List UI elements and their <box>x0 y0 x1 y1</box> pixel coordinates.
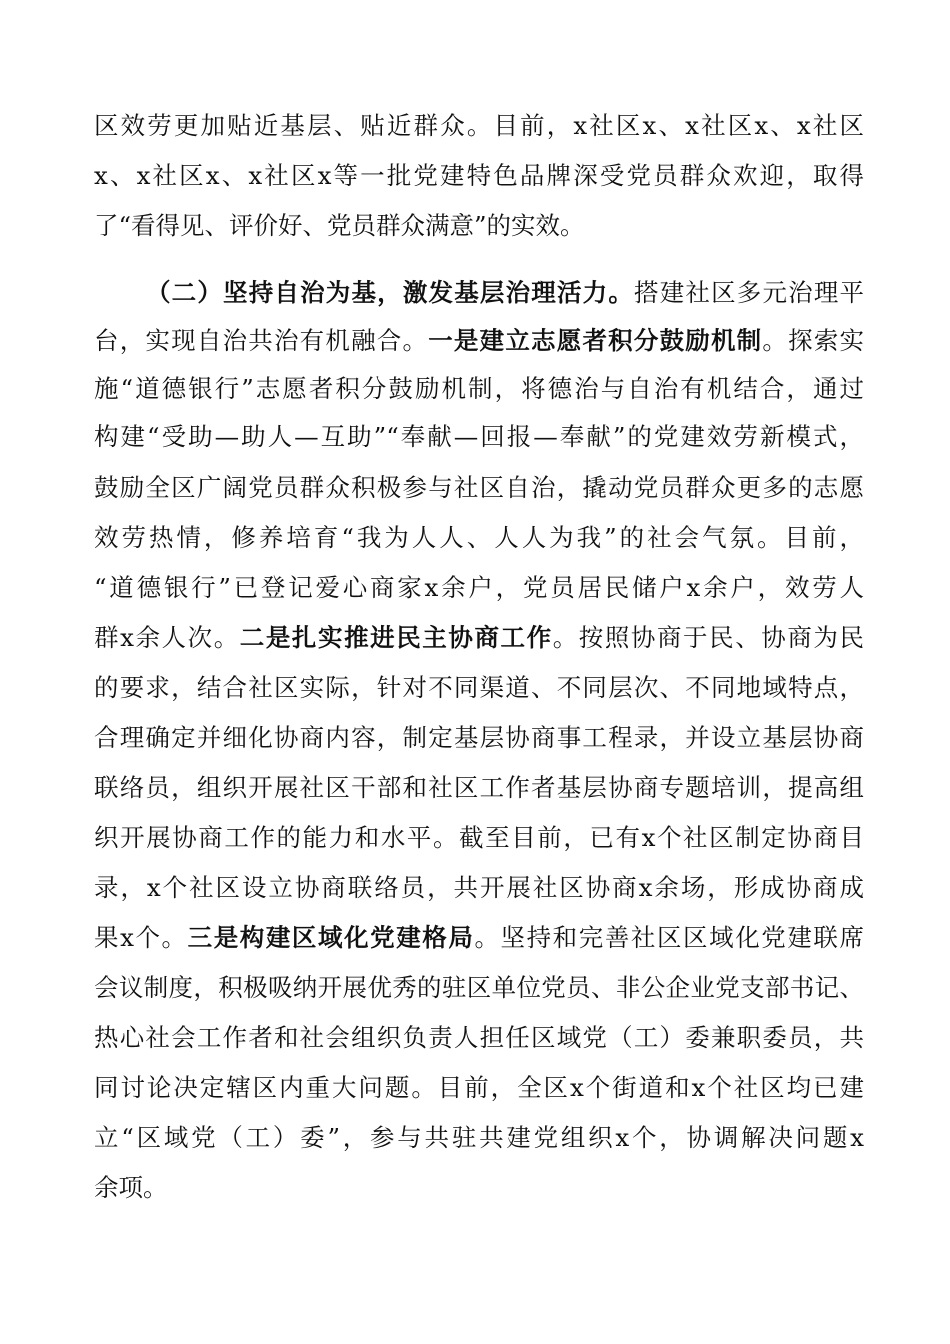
point-heading-1: 一是建立志愿者积分鼓励机制 <box>428 326 763 355</box>
text-line-7 <box>94 417 864 457</box>
text-line-21 <box>94 1118 864 1158</box>
text-segment: 了“看得见、评价好、党员群众满意”的实效。 <box>94 211 585 240</box>
text-line-20 <box>94 1068 864 1108</box>
text-line-5 <box>94 321 864 361</box>
text-line-3 <box>94 206 864 246</box>
text-segment: 合理确定并细化协商内容，制定基层协商事工程录，并设立基层协商 <box>94 723 864 752</box>
text-segment: 效劳热情，修养培育“我为人人、人人为我”的社会气氛。目前， <box>94 523 864 552</box>
text-line-13 <box>94 718 864 758</box>
text-segment: 的要求，结合社区实际，针对不同渠道、不同层次、不同地域特点， <box>94 673 864 702</box>
text-segment: x、x社区x、x社区x等一批党建特色品牌深受党员群众欢迎，取得 <box>94 161 864 190</box>
text-segment: 织开展协商工作的能力和水平。截至目前，已有x个社区制定协商目 <box>94 823 864 852</box>
text-segment: 构建“受助—助人—互助”“奉献—回报—奉献”的党建效劳新模式， <box>94 422 864 451</box>
point-heading-3: 三是构建区域化党建格局 <box>187 923 475 952</box>
text-segment: 立“区域党（工）委”，参与共驻共建党组织x个，协调解决问题x <box>94 1123 864 1152</box>
point-heading-2: 二是扎实推进民主协商工作 <box>239 623 553 652</box>
text-line-11 <box>94 618 864 658</box>
text-line-6 <box>94 369 864 409</box>
text-line-8 <box>94 468 864 508</box>
text-segment: 会议制度，积极吸纳开展优秀的驻区单位党员、非公企业党支部书记、 <box>94 973 864 1002</box>
text-segment: 台，实现自治共治有机融合。 <box>94 326 429 355</box>
text-line-2 <box>94 156 864 196</box>
text-line-14 <box>94 768 864 808</box>
text-segment: 热心社会工作者和社会组织负责人担任区域党（工）委兼职委员，共 <box>94 1023 864 1052</box>
text-line-16 <box>94 868 864 908</box>
text-segment: “道德银行”已登记爱心商家x余户，党员居民储户x余户，效劳人 <box>94 573 864 602</box>
text-line-22 <box>94 1168 864 1208</box>
section-heading-line <box>146 273 864 313</box>
text-line-10 <box>94 568 864 608</box>
text-line-15 <box>94 818 864 858</box>
text-segment: 。坚持和完善社区区域化党建联席 <box>474 923 864 952</box>
text-segment: 区效劳更加贴近基层、贴近群众。目前，x社区x、x社区x、x社区 <box>94 111 864 140</box>
text-segment: 。探索实 <box>762 326 864 355</box>
text-line-17 <box>94 918 864 958</box>
text-line-18 <box>94 968 864 1008</box>
text-line-12 <box>94 668 864 708</box>
section-heading: （二）坚持自治为基，激发基层治理活力。 <box>146 278 635 307</box>
text-segment: 鼓励全区广阔党员群众积极参与社区自治，撬动党员群众更多的志愿 <box>94 473 864 502</box>
text-segment: 搭建社区多元治理平 <box>634 278 864 307</box>
text-segment: 联络员，组织开展社区干部和社区工作者基层协商专题培训，提高组 <box>94 773 864 802</box>
text-line-19 <box>94 1018 864 1058</box>
text-line-9 <box>94 518 864 558</box>
text-line-1 <box>94 106 864 146</box>
text-segment: 同讨论决定辖区内重大问题。目前，全区x个街道和x个社区均已建 <box>94 1073 864 1102</box>
text-segment: 余项。 <box>94 1173 168 1202</box>
text-segment: 。按照协商于民、协商为民 <box>552 623 864 652</box>
text-segment: 施“道德银行”志愿者积分鼓励机制，将德治与自治有机结合，通过 <box>94 374 864 403</box>
text-segment: 果x个。 <box>94 923 188 952</box>
text-segment: 录，x个社区设立协商联络员，共开展社区协商x余场，形成协商成 <box>94 873 864 902</box>
text-segment: 群x余人次。 <box>94 623 240 652</box>
